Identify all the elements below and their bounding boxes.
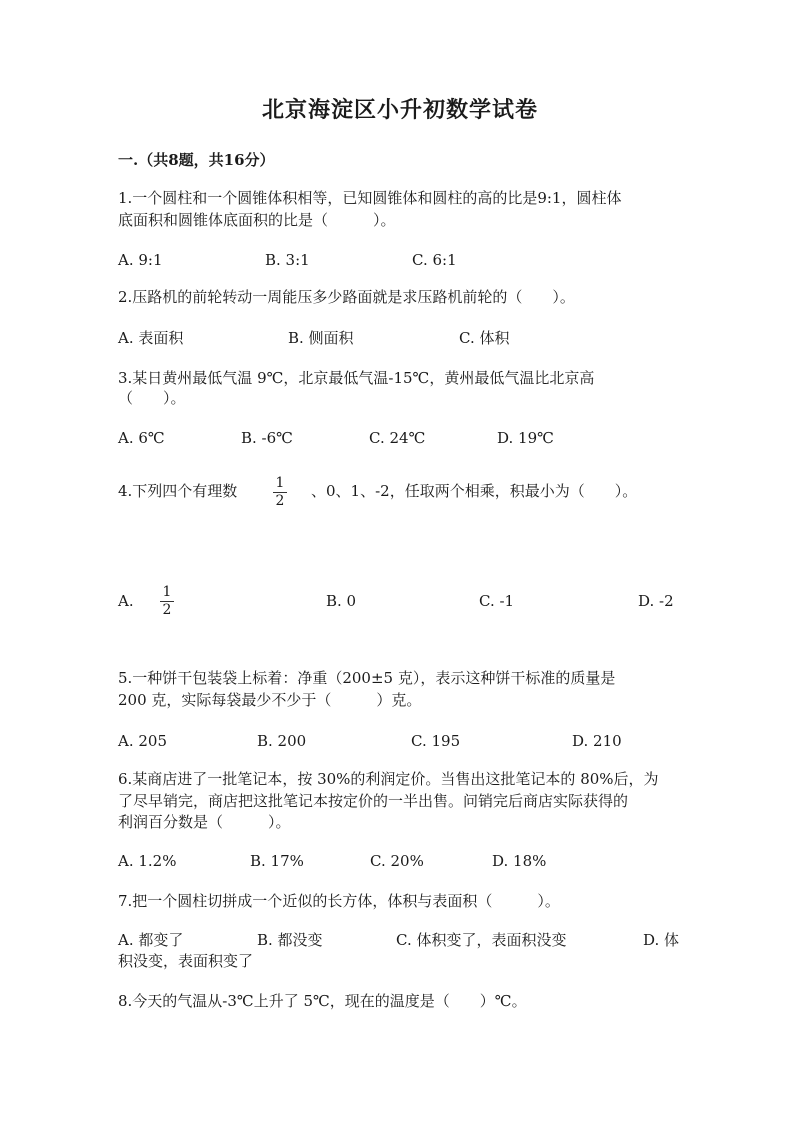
question-1-option-c[interactable]: C. 6:1 [412, 251, 457, 269]
fraction-denominator: 2 [275, 493, 285, 509]
question-1-option-b[interactable]: B. 3:1 [265, 251, 310, 269]
question-7-line-1: 7.把一个圆柱切拼成一个近似的长方体，体积与表面积（ ）。 [118, 892, 560, 910]
question-3-option-c[interactable]: C. 24℃ [369, 429, 426, 447]
question-6-line-2: 了尽早销完，商店把这批笔记本按定价的一半出售。问销完后商店实际获得的 [118, 792, 629, 810]
question-2-option-b[interactable]: B. 侧面积 [288, 329, 354, 347]
question-7-option-d-continued: 积没变，表面积变了 [118, 952, 254, 970]
fraction-numerator: 1 [162, 584, 172, 600]
question-4-line-2: 、0、1、-2，任取两个相乘，积最小为（ ）。 [311, 482, 638, 500]
question-4-option-c[interactable]: C. -1 [479, 592, 515, 610]
question-4-option-a[interactable]: A. [118, 592, 134, 610]
exam-title: 北京海淀区小升初数学试卷 [261, 97, 538, 123]
question-3-option-b[interactable]: B. -6℃ [241, 429, 293, 447]
question-6-option-d[interactable]: D. 18% [492, 852, 547, 870]
question-6-option-c[interactable]: C. 20% [370, 852, 424, 870]
question-6-option-b[interactable]: B. 17% [250, 852, 304, 870]
question-3-option-d[interactable]: D. 19℃ [497, 429, 554, 447]
question-7-option-a[interactable]: A. 都变了 [118, 931, 184, 949]
fraction-denominator: 2 [162, 602, 172, 618]
question-5-option-b[interactable]: B. 200 [257, 732, 307, 750]
question-8-line-1: 8.今天的气温从-3℃上升了 5℃，现在的温度是（ ）℃。 [118, 992, 527, 1010]
question-4-option-b[interactable]: B. 0 [326, 592, 357, 610]
question-1-option-a[interactable]: A. 9:1 [118, 251, 163, 269]
question-7-option-c[interactable]: C. 体积变了，表面积没变 [396, 931, 567, 949]
question-1-line-1: 1.一个圆柱和一个圆锥体积相等，已知圆锥体和圆柱的高的比是9:1，圆柱体 [118, 189, 622, 207]
question-3-line-2: （ ）。 [118, 389, 186, 407]
question-3-line-1: 3.某日黄州最低气温 9℃，北京最低气温-15℃，黄州最低气温比北京高 [118, 369, 595, 387]
question-6-line-3: 利润百分数是（ ）。 [118, 813, 291, 831]
question-3-option-a[interactable]: A. 6℃ [118, 429, 165, 447]
question-5-option-a[interactable]: A. 205 [118, 732, 167, 750]
question-5-line-2: 200 克，实际每袋最少不少于（ ）克。 [118, 691, 422, 709]
question-7-option-d[interactable]: D. 体 [643, 931, 680, 949]
question-5-line-1: 5.一种饼干包装袋上标着：净重（200±5 克），表示这种饼干标准的质量是 [118, 669, 616, 687]
question-1-line-2: 底面积和圆锥体底面积的比是（ ）。 [118, 211, 396, 229]
fraction-numerator: 1 [275, 475, 285, 491]
fraction-one-half [273, 476, 287, 509]
question-2-option-c[interactable]: C. 体积 [459, 329, 510, 347]
question-6-line-1: 6.某商店进了一批笔记本，按 30%的利润定价。当售出这批笔记本的 80%后，为 [118, 770, 659, 788]
question-6-option-a[interactable]: A. 1.2% [118, 852, 177, 870]
question-2-line-1: 2.压路机的前轮转动一周能压多少路面就是求压路机前轮的（ ）。 [118, 288, 575, 306]
question-2-option-a[interactable]: A. 表面积 [118, 329, 184, 347]
question-4-line-1: 4.下列四个有理数 [118, 482, 238, 500]
question-7-option-b[interactable]: B. 都没变 [257, 931, 323, 949]
option-a-fraction-one-half [160, 585, 174, 618]
question-5-option-d[interactable]: D. 210 [572, 732, 622, 750]
question-4-option-d[interactable]: D. -2 [638, 592, 674, 610]
question-5-option-c[interactable]: C. 195 [411, 732, 461, 750]
section-heading: 一.（共8题，共16分） [118, 151, 275, 169]
